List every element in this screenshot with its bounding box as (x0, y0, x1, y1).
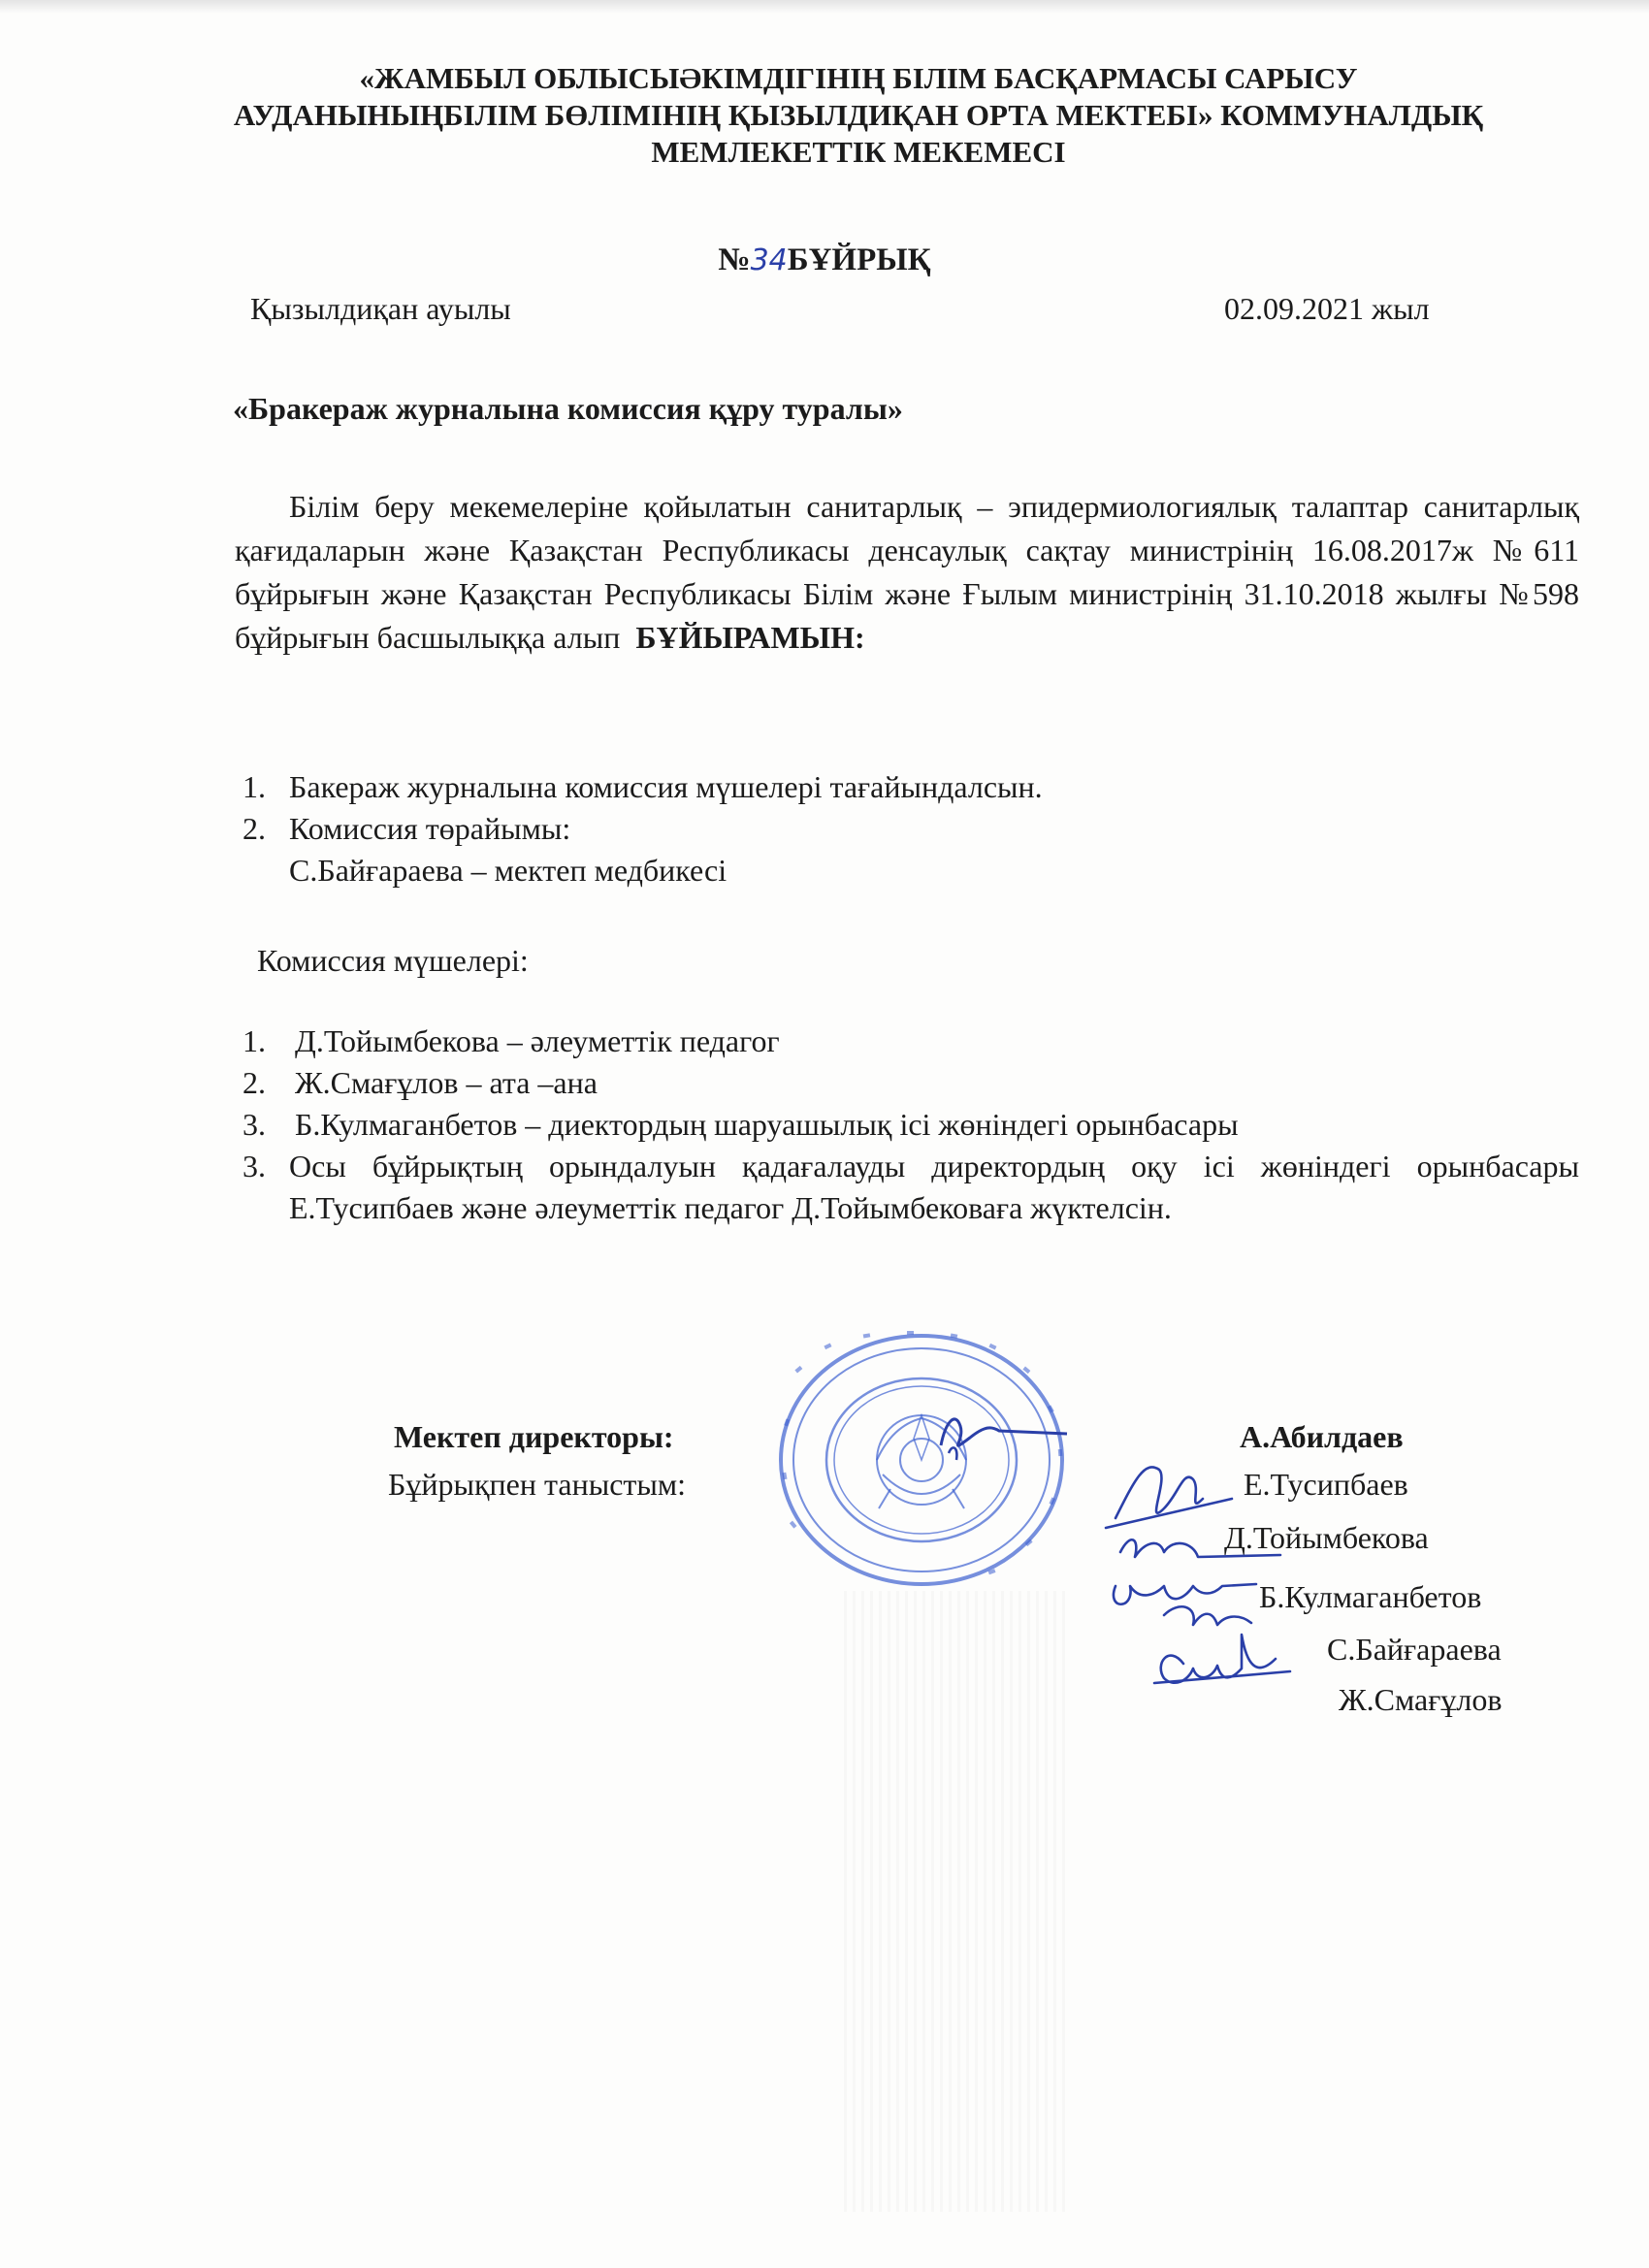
ack-name: Е.Тусипбаев (1244, 1467, 1408, 1502)
order-items (235, 766, 1579, 891)
handwritten-signatures (1086, 1441, 1571, 1761)
ack-name: Ж.Смағұлов (1339, 1682, 1503, 1717)
order-word: БҰЙРЫҚ (787, 243, 931, 277)
signature-tusipbaev (1116, 1467, 1203, 1518)
place-label: Қызылдиқан ауылы (250, 291, 511, 326)
list-item: 3. Б.Кулмаганбетов – диектордың шаруашылық ісі жөніндегі орынбасары (242, 1107, 1239, 1142)
list-item: 1. Бакераж журналына комиссия мүшелері тағайындалсын. (242, 769, 1043, 804)
header-line-1: «ЖАМБЫЛ ОБЛЫСЫӘКІМДІГІНІҢ БІЛІМ БАСҚАРМАСЫ САРЫСУ (359, 61, 1358, 95)
ack-name: С.Байғараева (1327, 1632, 1502, 1667)
list-item: 3. Осы бұйрықтың орындалуын қадағалауды директордың оқу ісі жөніндегі орынбасары Е.Тусипбаев және әлеуметтік педагог Д.Тойымбековаға жүктелсін. (242, 1149, 1579, 1225)
director-label: Мектеп директоры: (394, 1419, 674, 1454)
scan-edge-shadow (0, 0, 1649, 14)
director-name: А.Абилдаев (1240, 1419, 1404, 1454)
order-prefix: № (718, 243, 751, 277)
official-seal-icon (776, 1329, 1086, 1591)
header-line-2: АУДАНЫНЫҢБІЛІМ БӨЛІМІНІҢ ҚЫЗЫЛДИҚАН ОРТА МЕКТЕБІ» КОММУНАЛДЫҚ (233, 98, 1484, 132)
scanner-streak (844, 1591, 1067, 2212)
institution-header (146, 60, 1571, 171)
list-item: 2. Комиссия төрайымы: (242, 811, 571, 846)
order-number: 34 (750, 243, 788, 277)
preamble-paragraph (235, 485, 1579, 660)
ack-name: Д.Тойымбекова (1224, 1520, 1429, 1555)
list-item: 2. Ж.Смағұлов – ата –ана (242, 1065, 598, 1100)
members-label: Комиссия мүшелері: (257, 943, 529, 978)
commission-chair: С.Байғараева – мектеп медбикесі (289, 853, 728, 888)
members-list (235, 1021, 1579, 1229)
ack-name: Б.Кулмаганбетов (1259, 1579, 1482, 1614)
preamble-text: Білім беру мекемелеріне қойылатын санитарлық – эпидермиологиялық талаптар санитарлық қағидаларын және Қазақстан Республикасы денсаулық сақтау министрінің 16.08.2017ж №611 бұйрығын және Қазақстан Республикасы Білім және Ғылым министрінің 31.10.2018 жылғы №598 бұйрығын басшылыққа алып (235, 489, 1579, 655)
acknowledged-label: Бұйрықпен таныстым: (388, 1467, 687, 1502)
header-line-3: МЕМЛЕКЕТТІК МЕКЕМЕСІ (651, 135, 1066, 169)
list-item: 1. Д.Тойымбекова – әлеуметтік педагог (242, 1023, 780, 1058)
order-date: 02.09.2021 жыл (1224, 291, 1430, 326)
decree-word: БҰЙЫРАМЫН: (635, 620, 865, 655)
order-subject: «Бракераж журналына комиссия құру туралы» (233, 391, 903, 426)
order-title (0, 243, 1649, 278)
